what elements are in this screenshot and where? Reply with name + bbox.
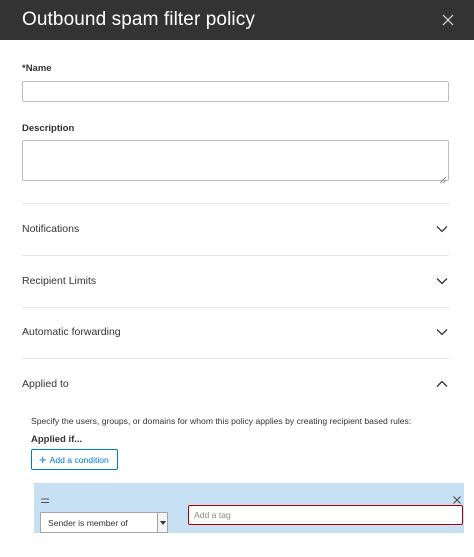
add-condition-label: Add a condition [49, 454, 109, 465]
section-divider [22, 203, 449, 204]
section-applied-to[interactable] [22, 372, 449, 396]
section-divider [22, 358, 449, 359]
section-divider [22, 307, 449, 308]
section-automatic-forwarding[interactable] [22, 320, 449, 344]
section-label: Recipient Limits [22, 275, 97, 287]
plus-icon: + [39, 452, 47, 467]
section-label: Automatic forwarding [22, 326, 121, 338]
name-label: *Name [22, 63, 52, 74]
section-label: Notifications [22, 223, 80, 235]
add-condition-button[interactable] [31, 449, 118, 470]
section-label: Applied to [22, 378, 69, 390]
applied-if-label: Applied if... [31, 434, 83, 445]
dialog-header [0, 0, 474, 40]
description-input[interactable] [22, 140, 449, 181]
condition-select[interactable] [40, 512, 168, 533]
resize-grip-icon[interactable] [439, 171, 447, 179]
chevron-up-icon[interactable] [435, 377, 449, 391]
condition-select-value: Sender is member of [48, 517, 128, 528]
dialog-title: Outbound spam filter policy [22, 9, 255, 30]
chevron-down-icon[interactable] [435, 222, 449, 236]
close-icon[interactable] [452, 492, 462, 502]
description-label: Description [22, 123, 75, 134]
drag-handle-icon[interactable] [40, 492, 50, 500]
section-notifications[interactable] [22, 217, 449, 241]
section-divider [22, 255, 449, 256]
name-input[interactable] [22, 81, 449, 102]
dropdown-arrow-icon[interactable] [157, 513, 167, 532]
applied-to-description: Specify the users, groups, or domains for whom this policy applies by creating recipient based rules: [31, 416, 412, 426]
tag-input[interactable] [188, 505, 463, 525]
section-recipient-limits[interactable] [22, 269, 449, 293]
chevron-down-icon[interactable] [435, 325, 449, 339]
close-icon[interactable] [438, 10, 458, 30]
condition-panel [34, 483, 464, 533]
chevron-down-icon[interactable] [435, 274, 449, 288]
